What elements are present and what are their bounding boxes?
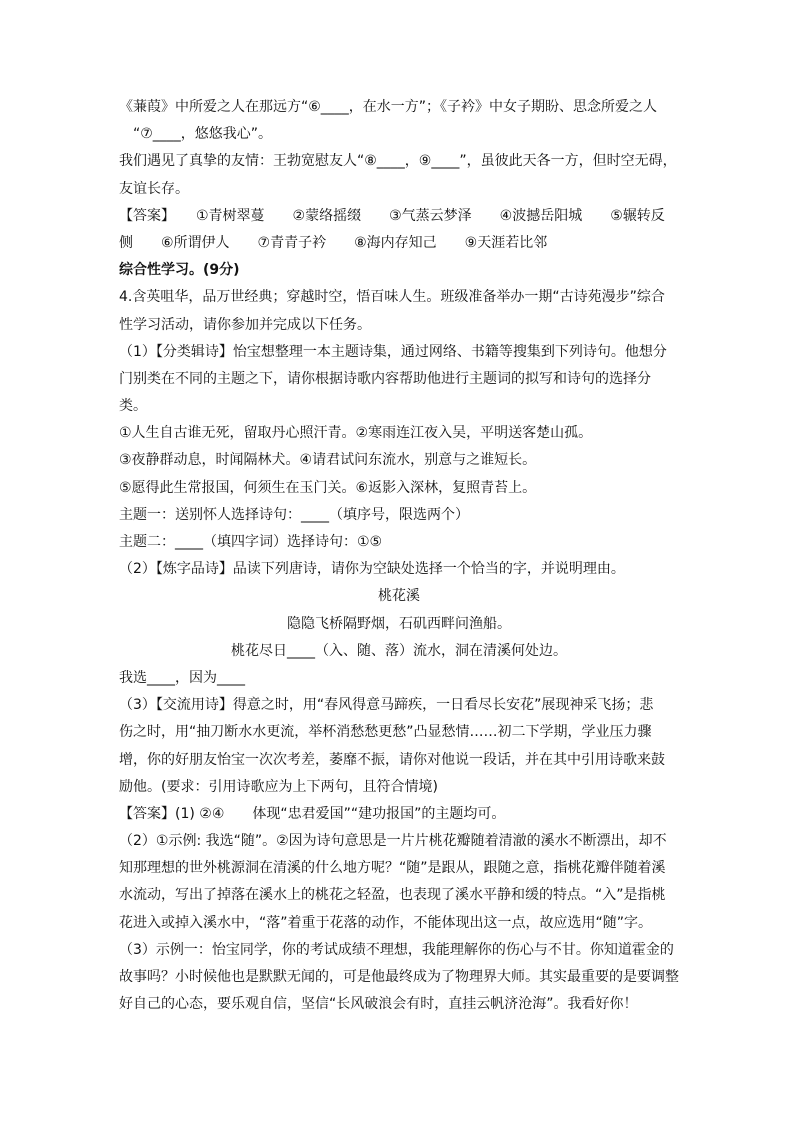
q4-3-line-3: 增，你的好朋友怡宝一次次考差，萎靡不振，请你对他说一段话，并在其中引用诗歌来鼓 <box>119 751 665 768</box>
answer-line-2: 侧 ⑥所谓伊人 ⑦青青子衿 ⑧海内存知己 ⑨天涯若比邻 <box>119 234 548 251</box>
answer2-line-6: （3）示例一：怡宝同学，你的考试成绩不理想，我能理解你的伤心与不甘。你知道霍金的 <box>119 941 674 958</box>
answer2-line-2: （2）①示例: 我选“随”。②因为诗句意思是一片片桃花瓣随着清澈的溪水不断漂出，却不 <box>119 833 667 850</box>
q4-3-line-4: 励他。(要求：引用诗歌应为上下两句，且符合情境) <box>119 778 438 795</box>
poem-title: 桃花溪 <box>378 588 420 605</box>
q4-line-1: 4.含英咀华，品万世经典；穿越时空，悟百味人生。班级准备举办一期“古诗苑漫步”综合 <box>119 289 665 306</box>
verse-line-3: ⑤愿得此生常报国，何须生在玉门关。⑥返影入深林，复照青苔上。 <box>119 479 537 496</box>
poem-line-3: 我们遇见了真挚的友情：王勃宽慰友人“⑧____，⑨____”，虽彼此天各一方，但时空无碍， <box>119 153 677 170</box>
poem-line-1: 《蒹葭》中所爱之人在那远方“⑥____，在水一方”；《子衿》中女子期盼、思念所爱之人 <box>119 99 658 115</box>
answer2-line-5: 花进入或掉入溪水中，“落”着重于花落的动作，不能体现出这一点，故应选用“随”字。 <box>119 914 653 931</box>
answer2-line-3: 知那理想的世外桃源洞在清溪的什么地方呢？“随”是跟从，跟随之意，指桃花瓣伴随着溪 <box>119 860 666 877</box>
q4-2-line-1: （2）【炼字品诗】品读下列唐诗，请你为空缺处选择一个恰当的字，并说明理由。 <box>119 561 625 578</box>
theme-line-2: 主题二：____（填四字词）选择诗句：①⑤ <box>119 534 383 550</box>
q4-3-line-2: 伤之时，用“抽刀断水水更流，举杯消愁愁更愁”凸显愁情……初二下学期，学业压力骤 <box>119 724 652 741</box>
document-body <box>119 94 679 1018</box>
q4-3-line-1: （3）【交流用诗】得意之时，用“春风得意马蹄疾，一日看尽长安花”展现神采飞扬；悲 <box>119 697 654 714</box>
choice-line: 我选____，因为____ <box>119 669 245 686</box>
q4-1-line-2: 门别类在不同的主题之下，请你根据诗歌内容帮助他进行主题词的拟写和诗句的选择分 <box>119 370 651 387</box>
poem-verse-2: 桃花尽日____（入、随、落）流水，洞在清溪何处边。 <box>231 642 567 659</box>
q4-1-line-1: （1）【分类辑诗】怡宝想整理一本主题诗集，通过网络、书籍等搜集到下列诗句。他想分 <box>119 343 667 360</box>
answer2-line-7: 故事吗？小时候他也是默默无闻的，可是他最终成为了物理界大师。其实最重要的是要调整 <box>119 969 679 985</box>
theme-line-1: 主题一：送别怀人选择诗句：____（填序号，限选两个） <box>119 506 469 523</box>
poem-verse-1: 隐隐飞桥隔野烟，石矶西畔问渔船。 <box>287 615 511 632</box>
q4-1-line-3: 类。 <box>119 398 147 415</box>
poem-line-4: 友谊长存。 <box>119 180 189 197</box>
verse-line-1: ①人生自古谁无死，留取丹心照汗青。②寒雨连江夜入吴，平明送客楚山孤。 <box>119 425 593 442</box>
poem-line-2: “⑦____，悠悠我心”。 <box>133 126 273 143</box>
answer2-line-1: 【答案】(1) ②④ 体现“忠君爱国”“建功报国”的主题均可。 <box>119 805 506 822</box>
answer-line-1: 【答案】 ①青树翠蔓 ②蒙络摇缀 ③气蒸云梦泽 ④波撼岳阳城 ⑤辗转反 <box>119 207 665 224</box>
answer2-line-4: 水流动，写出了掉落在溪水上的桃花之轻盈，也表现了溪水平静和缓的特点。“入”是指桃 <box>119 887 666 904</box>
answer2-line-8: 好自己的心态，要乐观自信，坚信“长风破浪会有时，直挂云帆济沧海”。我看好你！ <box>119 996 638 1013</box>
verse-line-2: ③夜静群动息，时闻隔林犬。④请君试问东流水，别意与之谁短长。 <box>119 452 537 469</box>
q4-line-2: 性学习活动，请你参加并完成以下任务。 <box>119 316 371 333</box>
section-heading: 综合性学习。(9分) <box>119 262 240 279</box>
